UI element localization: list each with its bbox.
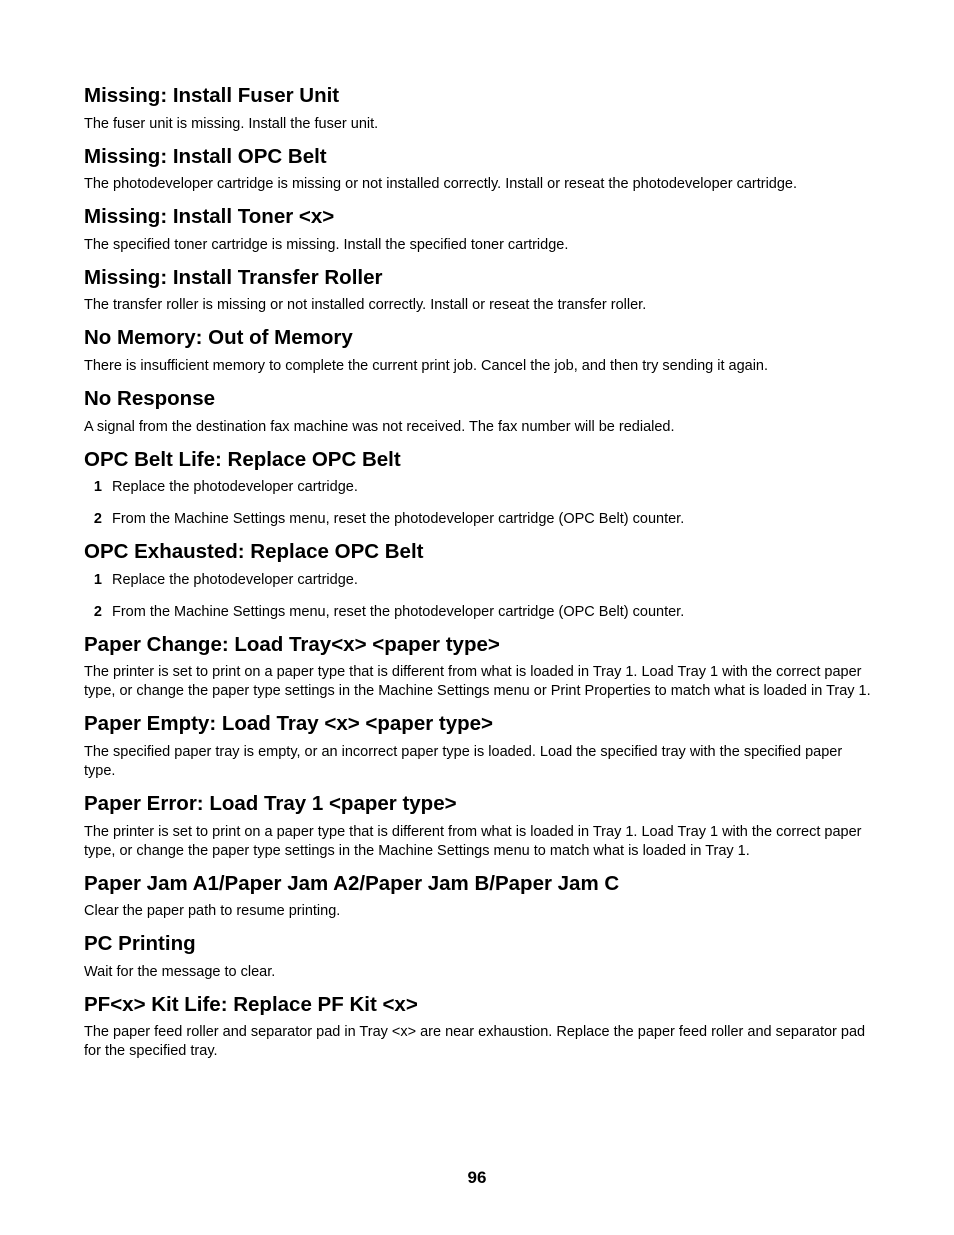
section-pf-kit-life: [84, 993, 874, 1062]
section-body: Wait for the message to clear.: [84, 963, 276, 980]
section-heading: No Response: [84, 386, 215, 410]
section-heading: Paper Error: Load Tray 1 <paper type>: [84, 791, 457, 815]
section-paper-change: [84, 633, 874, 702]
section-body: The fuser unit is missing. Install the fuser unit.: [84, 115, 379, 132]
section-missing-fuser-unit: [84, 84, 874, 134]
document-page: [84, 84, 874, 1061]
section-body: The paper feed roller and separator pad in Tray <x> are near exhaustion. Replace the paper feed roller and separator pad for the specified tray.: [84, 1024, 866, 1060]
step-number: 1: [93, 479, 102, 496]
section-missing-transfer-roller: [84, 266, 874, 316]
section-body: The printer is set to print on a paper type that is different from what is loaded in Tray 1. Load Tray 1 with the correct paper type, or change the paper type settings in the Machine Settings menu to match what is loaded in Tray 1.: [84, 823, 862, 859]
section-opc-belt-life: [84, 448, 874, 530]
step-number: 2: [93, 511, 102, 528]
section-missing-opc-belt: [84, 145, 874, 195]
step-number: 2: [93, 603, 102, 620]
section-heading: Paper Empty: Load Tray <x> <paper type>: [84, 712, 494, 736]
section-body: The printer is set to print on a paper type that is different from what is loaded in Tray 1. Load Tray 1 with the correct paper type, or change the paper type settings in the Machine Settings menu or Print Properties to match what is loaded in Tray 1.: [84, 664, 871, 700]
section-no-memory: [84, 326, 874, 376]
section-heading: Missing: Install OPC Belt: [84, 144, 327, 168]
section-heading: No Memory: Out of Memory: [84, 326, 353, 350]
step-list: [84, 571, 874, 622]
section-paper-error: [84, 792, 874, 861]
step-number: 1: [93, 571, 102, 588]
section-body: The transfer roller is missing or not installed correctly. Install or reseat the transfer roller.: [84, 297, 647, 314]
page-number: 96: [467, 1168, 487, 1187]
section-heading: Missing: Install Fuser Unit: [84, 84, 340, 107]
section-body: The photodeveloper cartridge is missing or not installed correctly. Install or reseat the photodeveloper cartridge.: [84, 176, 798, 193]
step-list: [84, 478, 874, 529]
section-pc-printing: [84, 932, 874, 982]
section-paper-empty: [84, 712, 874, 781]
section-body: The specified paper tray is empty, or an incorrect paper type is loaded. Load the specified tray with the specified paper type.: [84, 743, 843, 779]
step-item: [84, 571, 874, 590]
step-text: Replace the photodeveloper cartridge.: [112, 571, 358, 588]
section-heading: Missing: Install Transfer Roller: [84, 265, 383, 289]
section-body: There is insufficient memory to complete the current print job. Cancel the job, and then try sending it again.: [84, 357, 769, 374]
section-body: Clear the paper path to resume printing.: [84, 903, 341, 920]
step-item: [84, 603, 874, 622]
section-no-response: [84, 387, 874, 437]
section-heading: PC Printing: [84, 932, 196, 956]
section-body: The specified toner cartridge is missing. Install the specified toner cartridge.: [84, 236, 569, 253]
section-heading: PF<x> Kit Life: Replace PF Kit <x>: [84, 992, 418, 1016]
section-heading: OPC Belt Life: Replace OPC Belt: [84, 447, 401, 471]
step-text: Replace the photodeveloper cartridge.: [112, 479, 358, 496]
step-text: From the Machine Settings menu, reset the photodeveloper cartridge (OPC Belt) counter.: [112, 511, 685, 528]
section-heading: Paper Jam A1/Paper Jam A2/Paper Jam B/Paper Jam C: [84, 871, 620, 895]
section-missing-toner: [84, 205, 874, 255]
section-heading: Paper Change: Load Tray<x> <paper type>: [84, 632, 500, 656]
section-heading: Missing: Install Toner <x>: [84, 205, 335, 229]
step-item: [84, 478, 874, 497]
step-text: From the Machine Settings menu, reset the photodeveloper cartridge (OPC Belt) counter.: [112, 603, 685, 620]
step-item: [84, 510, 874, 529]
section-paper-jam: [84, 872, 874, 922]
section-heading: OPC Exhausted: Replace OPC Belt: [84, 540, 424, 564]
section-opc-exhausted: [84, 540, 874, 622]
section-body: A signal from the destination fax machine was not received. The fax number will be redialed.: [84, 418, 675, 435]
